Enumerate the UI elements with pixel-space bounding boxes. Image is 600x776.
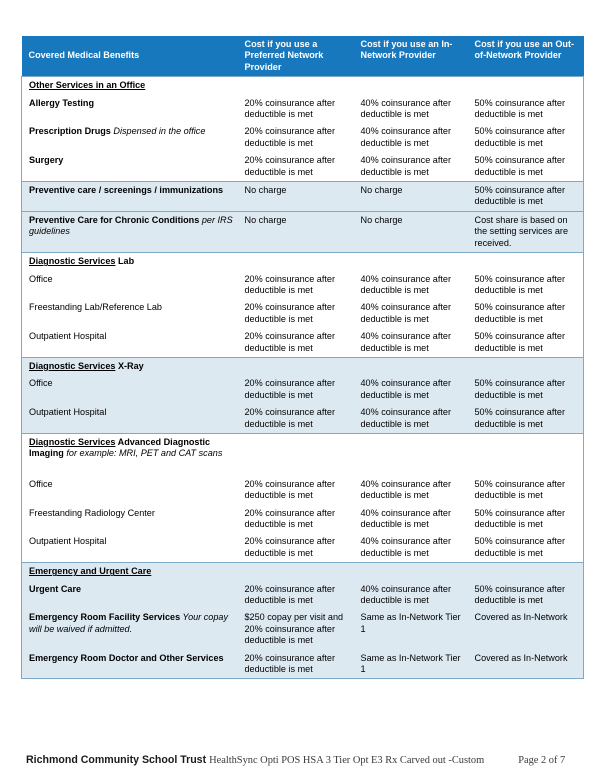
table-row xyxy=(22,211,584,252)
cost-in-network-cell: 40% coinsurance after deductible is met xyxy=(354,375,468,404)
cost-in-network-cell: 40% coinsurance after deductible is met xyxy=(354,271,468,300)
benefit-name-cell xyxy=(22,152,238,181)
benefit-name-cell xyxy=(22,505,238,534)
covered-medical-benefits-table xyxy=(21,36,584,679)
section-heading-empty-cell xyxy=(238,253,354,271)
benefit-name-cell xyxy=(22,123,238,152)
benefit-name: Allergy Testing xyxy=(29,97,95,108)
page-footer xyxy=(26,750,582,768)
cost-out-of-network-cell: 50% coinsurance after deductible is met xyxy=(468,581,584,610)
section-heading-row xyxy=(22,357,584,375)
section-heading-other-services-in-an-office xyxy=(22,77,238,95)
benefit-note: Dispensed in the office xyxy=(110,126,206,137)
section-heading-empty-cell xyxy=(468,563,584,581)
benefit-name: Surgery xyxy=(29,155,64,166)
section-heading-row xyxy=(22,253,584,271)
footer-plan-name: HealthSync Opti POS HSA 3 Tier Opt E3 Rx Carved out -Custom xyxy=(209,755,485,766)
section-heading-empty-cell xyxy=(468,433,584,462)
cost-preferred-network-cell: 20% coinsurance after deductible is met xyxy=(238,533,354,562)
section-heading-emergency-and-urgent-care xyxy=(22,563,238,581)
table-row xyxy=(22,123,584,152)
table-row xyxy=(22,533,584,562)
column-header-in-network: Cost if you use an In-Network Provider xyxy=(354,36,468,77)
section-heading-diagnostic-services-advanced-imaging xyxy=(22,433,238,462)
section-heading-empty-cell xyxy=(354,563,468,581)
cost-in-network-cell: 40% coinsurance after deductible is met xyxy=(354,299,468,328)
cost-out-of-network-cell: 50% coinsurance after deductible is met xyxy=(468,123,584,152)
cost-preferred-network-cell: No charge xyxy=(238,211,354,252)
column-header-preferred-network: Cost if you use a Preferred Network Provider xyxy=(238,36,354,77)
section-heading-suffix: X-Ray xyxy=(115,360,144,371)
benefit-name-cell xyxy=(22,271,238,300)
table-row xyxy=(22,182,584,212)
benefit-name: Outpatient Hospital xyxy=(29,331,107,342)
cost-out-of-network-cell: 50% coinsurance after deductible is met xyxy=(468,375,584,404)
cost-preferred-network-cell: 20% coinsurance after deductible is met xyxy=(238,581,354,610)
table-header-row xyxy=(22,36,584,77)
benefit-name: Freestanding Radiology Center xyxy=(29,507,155,518)
benefit-name: Office xyxy=(29,273,53,284)
cost-in-network-cell: 40% coinsurance after deductible is met xyxy=(354,95,468,124)
cost-preferred-network-cell: 20% coinsurance after deductible is met xyxy=(238,152,354,181)
section-heading-text: Diagnostic Services xyxy=(29,360,116,371)
cost-preferred-network-cell: $250 copay per visit and 20% coinsurance after deductible is met xyxy=(238,609,354,649)
benefit-name-cell xyxy=(22,404,238,433)
cost-in-network-cell: No charge xyxy=(354,211,468,252)
table-row xyxy=(22,650,584,679)
cost-in-network-cell: 40% coinsurance after deductible is met xyxy=(354,581,468,610)
cost-in-network-cell: Same as In-Network Tier 1 xyxy=(354,609,468,649)
cost-in-network-cell: 40% coinsurance after deductible is met xyxy=(354,476,468,505)
section-heading-empty-cell xyxy=(238,357,354,375)
benefit-name: Preventive Care for Chronic Conditions xyxy=(29,214,200,225)
cost-in-network-cell: Same as In-Network Tier 1 xyxy=(354,650,468,679)
section-heading-diagnostic-services-lab xyxy=(22,253,238,271)
section-heading-empty-cell xyxy=(354,77,468,95)
section-heading-empty-cell xyxy=(354,433,468,462)
cost-in-network-cell: 40% coinsurance after deductible is met xyxy=(354,328,468,357)
cost-in-network-cell: 40% coinsurance after deductible is met xyxy=(354,123,468,152)
section-heading-empty-cell xyxy=(468,253,584,271)
footer-organization: Richmond Community School Trust xyxy=(26,754,207,766)
table-row xyxy=(22,476,584,505)
cost-preferred-network-cell: 20% coinsurance after deductible is met xyxy=(238,123,354,152)
section-heading-text: Diagnostic Services xyxy=(29,256,116,267)
cost-preferred-network-cell: 20% coinsurance after deductible is met xyxy=(238,375,354,404)
table-row xyxy=(22,505,584,534)
benefit-name-cell xyxy=(22,609,238,649)
section-heading-note: for example: MRI, PET and CAT scans xyxy=(63,448,223,459)
cost-out-of-network-cell: 50% coinsurance after deductible is met xyxy=(468,182,584,212)
table-header xyxy=(22,36,584,77)
cost-preferred-network-cell: 20% coinsurance after deductible is met xyxy=(238,404,354,433)
table-row xyxy=(22,375,584,404)
cost-preferred-network-cell: 20% coinsurance after deductible is met xyxy=(238,271,354,300)
section-heading-text: Emergency and Urgent Care xyxy=(29,566,152,577)
table-row xyxy=(22,581,584,610)
cost-in-network-cell: 40% coinsurance after deductible is met xyxy=(354,152,468,181)
section-heading-empty-cell xyxy=(468,77,584,95)
section-heading-row xyxy=(22,433,584,462)
benefit-name-cell xyxy=(22,299,238,328)
section-heading-empty-cell xyxy=(468,357,584,375)
table-row xyxy=(22,609,584,649)
cost-out-of-network-cell: 50% coinsurance after deductible is met xyxy=(468,328,584,357)
section-heading-empty-cell xyxy=(238,563,354,581)
cost-preferred-network-cell: 20% coinsurance after deductible is met xyxy=(238,328,354,357)
benefit-name: Office xyxy=(29,378,53,389)
benefit-name-cell xyxy=(22,533,238,562)
spacer-cell xyxy=(468,463,584,476)
benefit-name: Office xyxy=(29,478,53,489)
section-heading-empty-cell xyxy=(354,253,468,271)
cost-out-of-network-cell: 50% coinsurance after deductible is met xyxy=(468,533,584,562)
benefit-name: Preventive care / screenings / immunizations xyxy=(29,185,224,196)
section-heading-text: Diagnostic Services xyxy=(29,436,116,447)
column-header-out-of-network: Cost if you use an Out-of-Network Provider xyxy=(468,36,584,77)
benefit-name-cell xyxy=(22,328,238,357)
table-row xyxy=(22,328,584,357)
spacer-cell xyxy=(354,463,468,476)
benefit-name: Freestanding Lab/Reference Lab xyxy=(29,302,162,313)
table-body xyxy=(22,77,584,679)
cost-out-of-network-cell: 50% coinsurance after deductible is met xyxy=(468,95,584,124)
cost-out-of-network-cell: 50% coinsurance after deductible is met xyxy=(468,271,584,300)
benefit-name: Outpatient Hospital xyxy=(29,407,107,418)
cost-preferred-network-cell: 20% coinsurance after deductible is met xyxy=(238,95,354,124)
section-heading-empty-cell xyxy=(238,433,354,462)
benefit-name-cell xyxy=(22,375,238,404)
cost-in-network-cell: 40% coinsurance after deductible is met xyxy=(354,505,468,534)
cost-preferred-network-cell: 20% coinsurance after deductible is met xyxy=(238,299,354,328)
cost-out-of-network-cell: Covered as In-Network xyxy=(468,609,584,649)
spacer-row xyxy=(22,463,584,476)
table-row xyxy=(22,95,584,124)
table-row xyxy=(22,404,584,433)
cost-out-of-network-cell: Cost share is based on the setting services are received. xyxy=(468,211,584,252)
cost-in-network-cell: 40% coinsurance after deductible is met xyxy=(354,533,468,562)
table-row xyxy=(22,152,584,181)
section-heading-suffix: Advanced Diagnostic Imaging xyxy=(29,436,211,459)
benefit-name-cell xyxy=(22,650,238,679)
cost-preferred-network-cell: 20% coinsurance after deductible is met xyxy=(238,650,354,679)
cost-in-network-cell: No charge xyxy=(354,182,468,212)
cost-preferred-network-cell: 20% coinsurance after deductible is met xyxy=(238,476,354,505)
cost-preferred-network-cell: No charge xyxy=(238,182,354,212)
spacer-cell xyxy=(22,463,238,476)
footer-page-number: Page 2 of 7 xyxy=(518,755,566,766)
table-row xyxy=(22,299,584,328)
benefit-name: Prescription Drugs xyxy=(29,126,111,137)
section-heading-empty-cell xyxy=(354,357,468,375)
section-heading-suffix: Lab xyxy=(115,256,135,267)
cost-out-of-network-cell: 50% coinsurance after deductible is met xyxy=(468,476,584,505)
benefit-name-cell xyxy=(22,211,238,252)
benefit-note: Your copay will be waived if admitted. xyxy=(29,612,229,634)
benefit-name-cell xyxy=(22,95,238,124)
cost-out-of-network-cell: 50% coinsurance after deductible is met xyxy=(468,404,584,433)
cost-preferred-network-cell: 20% coinsurance after deductible is met xyxy=(238,505,354,534)
benefit-name: Outpatient Hospital xyxy=(29,536,107,547)
section-heading-row xyxy=(22,563,584,581)
section-heading-diagnostic-services-xray xyxy=(22,357,238,375)
benefit-name-cell xyxy=(22,182,238,212)
benefit-name: Urgent Care xyxy=(29,583,82,594)
column-header-covered-medical-benefits: Covered Medical Benefits xyxy=(22,36,238,77)
benefit-name-cell xyxy=(22,476,238,505)
cost-out-of-network-cell: Covered as In-Network xyxy=(468,650,584,679)
cost-in-network-cell: 40% coinsurance after deductible is met xyxy=(354,404,468,433)
section-heading-empty-cell xyxy=(238,77,354,95)
cost-out-of-network-cell: 50% coinsurance after deductible is met xyxy=(468,299,584,328)
table-row xyxy=(22,271,584,300)
benefit-name: Emergency Room Facility Services xyxy=(29,612,181,623)
section-heading-text: Other Services in an Office xyxy=(29,80,146,91)
section-heading-row xyxy=(22,77,584,95)
cost-out-of-network-cell: 50% coinsurance after deductible is met xyxy=(468,152,584,181)
spacer-cell xyxy=(238,463,354,476)
benefit-name-cell xyxy=(22,581,238,610)
benefit-name: Emergency Room Doctor and Other Services xyxy=(29,652,224,663)
benefit-note: per IRS guidelines xyxy=(29,214,233,237)
cost-out-of-network-cell: 50% coinsurance after deductible is met xyxy=(468,505,584,534)
